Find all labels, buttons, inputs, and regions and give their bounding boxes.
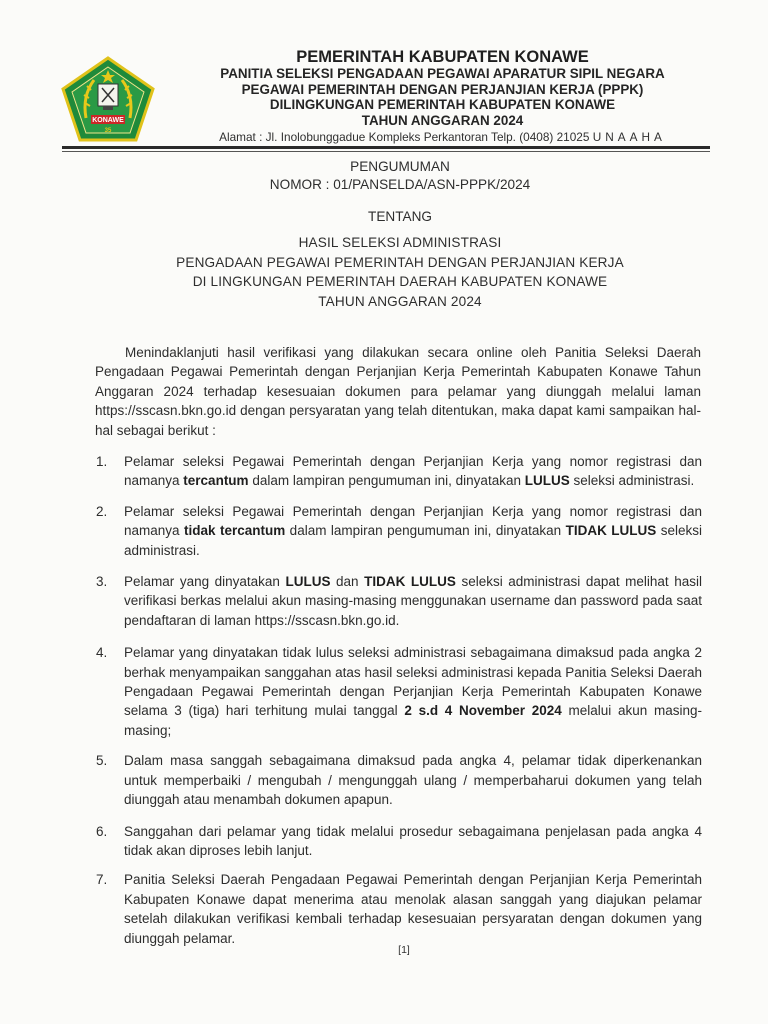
item-text: dalam lampiran pengumuman ini, dinyatakan (248, 473, 525, 489)
subject-line-3: DI LINGKUNGAN PEMERINTAH DAERAH KABUPATEN KONAWE (192, 274, 608, 289)
subject-line-1: HASIL SELEKSI ADMINISTRASI (298, 235, 502, 250)
emblem-text: KONAWE (92, 117, 124, 124)
item-number: 7. (96, 872, 108, 888)
list-item (96, 502, 702, 560)
letterhead-line-3: DILINGKUNGAN PEMERINTAH KABUPATEN KONAWE (269, 97, 616, 113)
item-number: 5. (96, 753, 108, 769)
announcement-heading (60, 158, 740, 194)
item-text: Pelamar yang dinyatakan (124, 574, 286, 590)
letterhead-title: PEMERINTAH KABUPATEN KONAWE (296, 48, 589, 66)
letterhead-line-4: TAHUN ANGGARAN 2024 (361, 112, 524, 128)
announcement-title: PENGUMUMAN (350, 159, 450, 174)
letterhead-line-1: PANITIA SELEKSI PENGADAAN PEGAWAI APARATUR SIPIL NEGARA (220, 66, 665, 81)
list-item (96, 572, 702, 630)
item-number: 4. (96, 645, 108, 661)
item-text: dalam lampiran pengumuman ini, dinyatakan (285, 523, 566, 539)
item-text: Pelamar seleksi Pegawai Pemerintah dengan Perjanjian Kerja yang nomor registrasi dan namanya (124, 503, 702, 539)
list-item (96, 822, 702, 861)
announcement-items (96, 452, 702, 948)
address-city: UNAAHA (592, 130, 666, 145)
subject-line-4: TAHUN ANGGARAN 2024 (318, 293, 482, 309)
announcement-number: NOMOR : 01/PANSELDA/ASN-PPPK/2024 (269, 177, 531, 192)
list-item (96, 643, 702, 740)
list-item (96, 751, 702, 809)
item-emphasis: TIDAK LULUS (364, 574, 456, 590)
item-number: 3. (96, 574, 108, 590)
item-number: 1. (96, 454, 108, 469)
item-text: seleksi administrasi. (569, 473, 695, 489)
konawe-emblem-logo (60, 56, 156, 142)
item-text: seleksi administrasi. (124, 523, 703, 558)
page-number: [1] (398, 944, 410, 956)
letterhead (170, 48, 715, 145)
item-number: 2. (96, 503, 108, 519)
item-text: Pelamar seleksi Pegawai Pemerintah dengan Perjanjian Kerja yang nomor registrasi dan namanya (124, 454, 702, 489)
letterhead-address (170, 129, 715, 145)
item-emphasis: LULUS (524, 473, 570, 489)
about-label: TENTANG (368, 209, 432, 224)
svg-text:35: 35 (104, 128, 112, 134)
item-number: 6. (96, 823, 108, 839)
item-text: melalui akun masing-masing; (124, 703, 703, 738)
announcement-subject (60, 233, 740, 311)
letterhead-divider-thin (62, 151, 710, 152)
item-text: seleksi administrasi dapat melihat hasil verifikasi berkas melalui akun masing-masing menggunakan username dan password pada saat pendaftaran di laman https://sscasn.bkn.go.id. (124, 574, 702, 628)
letterhead-divider (62, 146, 710, 149)
intro-paragraph: Menindaklanjuti hasil verifikasi yang dilakukan secara online oleh Panitia Seleksi Daerah Pengadaan Pegawai Pemerintah dengan Perjanjian Kerja Pemerintah Kabupaten Konawe Tahun Anggaran 2024 terhadap kesesuaian dokumen para pelamar yang diunggah melalui laman https://sscasn.bkn.go.id dengan persyaratan yang telah ditentukan, maka dapat kami sampaikan hal-hal sebagai berikut : (95, 345, 701, 438)
item-text: Pelamar yang dinyatakan tidak lulus seleksi administrasi sebagaimana dimaksud pada angka 2 berhak menyampaikan sanggahan atas hasil seleksi administrasi kepada Panitia Seleksi Daerah Pengadaan Pegawai Pemerintah dengan Perjanjian Kerja Pemerintah Kabupaten Konawe selama 3 (tiga) hari terhitung mulai tanggal (124, 645, 702, 719)
list-item (96, 452, 702, 491)
item-emphasis: 2 s.d 4 November 2024 (404, 703, 562, 719)
item-text: Sanggahan dari pelamar yang tidak melalui prosedur sebagaimana penjelasan pada angka 4 tidak akan diproses lebih lanjut. (124, 823, 702, 858)
subject-line-2: PENGADAAN PEGAWAI PEMERINTAH DENGAN PERJANJIAN KERJA (176, 254, 624, 270)
letterhead-line-2: PEGAWAI PEMERINTAH DENGAN PERJANJIAN KERJA (PPPK) (241, 81, 644, 97)
item-emphasis: TIDAK LULUS (565, 523, 657, 539)
list-item (96, 870, 702, 948)
item-emphasis: tercantum (183, 473, 249, 489)
item-text: dan (330, 574, 365, 590)
address-text: Alamat : Jl. Inolobunggadue Kompleks Perkantoran Telp. (0408) 21025 (219, 130, 590, 145)
item-text: Dalam masa sanggah sebagaimana dimaksud pada angka 4, pelamar tidak diperkenankan untuk memperbaiki / mengubah / mengunggah ulang / memperbaharui dokumen yang telah diunggah atau menambah dokumen apapun. (124, 753, 702, 808)
item-text: Panitia Seleksi Daerah Pengadaan Pegawai Pemerintah dengan Perjanjian Kerja Pemerintah Kabupaten Konawe dapat menerima atau menolak alasan sanggah yang diajukan pelamar setelah dilakukan verifikasi kembali terhadap kesesuaian persyaratan dengan dokumen yang diunggah pelamar. (124, 872, 702, 946)
item-emphasis: tidak tercantum (184, 523, 286, 539)
item-emphasis: LULUS (285, 574, 331, 590)
